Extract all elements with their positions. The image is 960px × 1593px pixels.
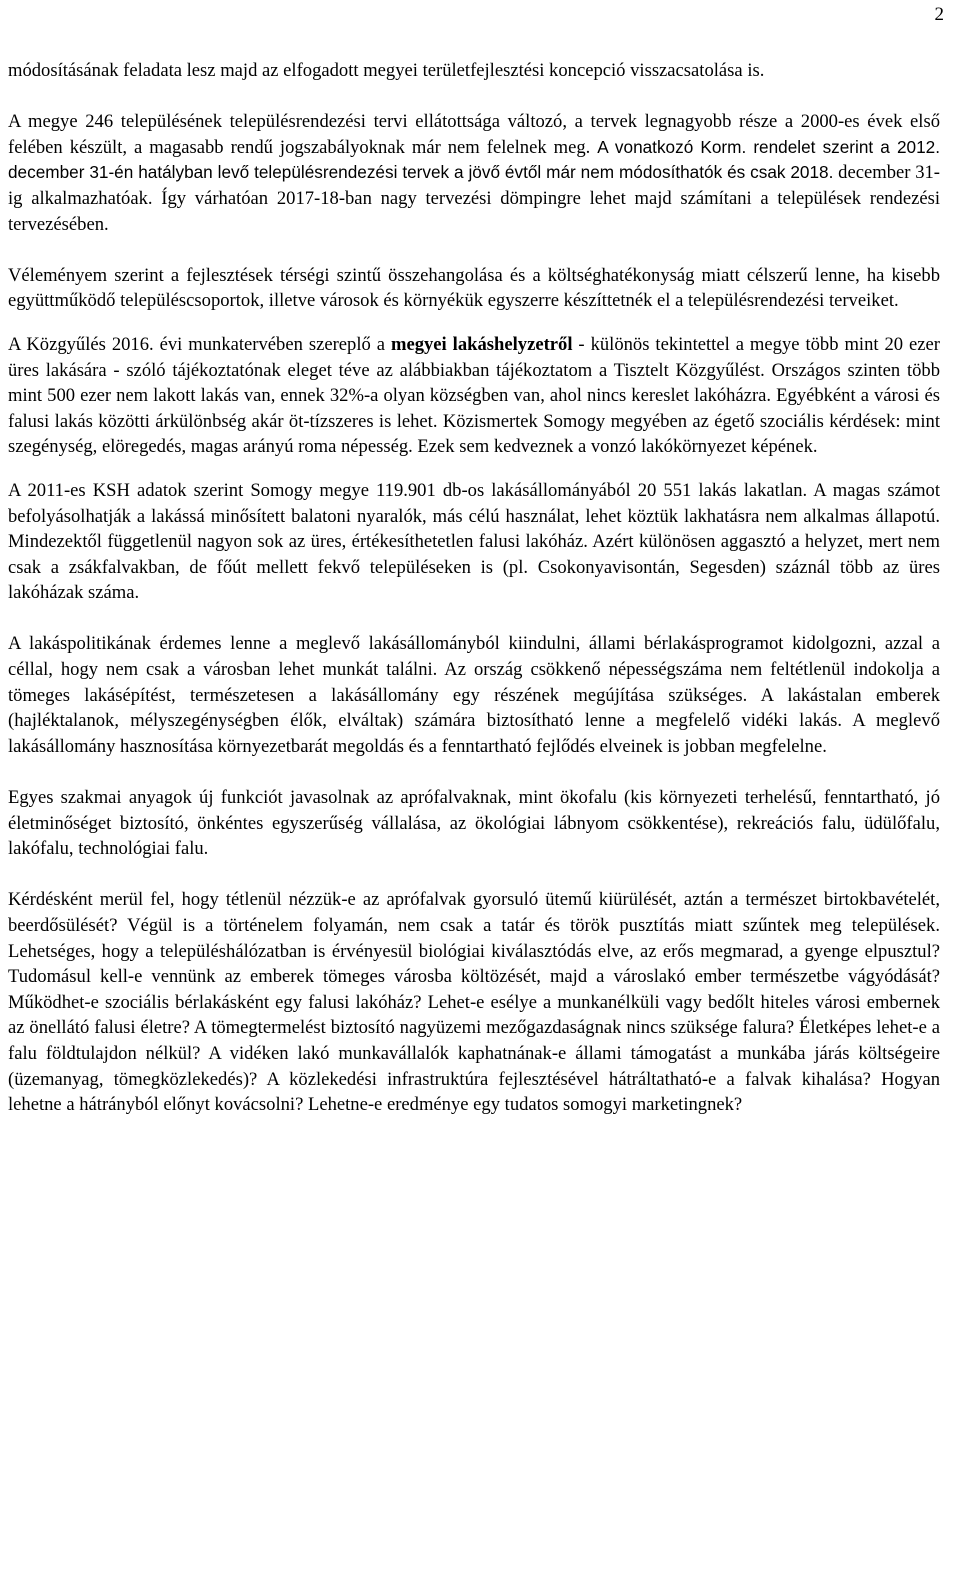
paragraph-text: A megye 246 településének településrendezési tervi ellátottsága változó, a tervek legnagyobb része a 2000-es évek első felében készült, a magasabb rendű jogszabályoknak már nem felelnek meg. [8,111,940,158]
paragraph-text: módosításának feladata lesz majd az elfogadott megyei területfejlesztési koncepció visszacsatolása is. [8,60,765,81]
paragraph-text: Egyes szakmai anyagok új funkciót javasolnak az aprófalvaknak, mint ökofalu (kis környezeti terhelésű, fenntartható, jó életminőséget biztosító, önkéntes egyszerűség vállalása, az ökológiai lábnyom csökkentése), rekreációs falu, üdülőfalu, lakófalu, technológiai falu. [8,787,940,860]
paragraph-text: A Közgyűlés 2016. évi munkatervében szereplő a [8,333,391,355]
paragraph-text-sans: A vonatkozó Korm. rendelet szerint a 2012. december 31-én hatályban levő településrendezési tervek a jövő évtől már nem módosíthatók és csak 2018. [8,136,940,183]
document-body [8,58,940,1118]
paragraph-text-bold: megyei lakáshelyzetről [390,333,573,355]
paragraph-text: A 2011-es KSH adatok szerint Somogy megye 119.901 db-os lakásállományából 20 551 lakás lakatlan. A magas számot befolyásolhatják a lakássá minősített balatoni nyaralók, más célú használat, lehet köztük lakhatásra nem alkalmas állapotú. Mindezektől függetlenül nagyon sok az üres, értékesíthetetlen falusi lakóház. Azért különösen aggasztó a helyzet, mert nem csak a zsákfalvakban, de főút mellett fekvő településeken is (pl. Csokonyavisontán, Segesden) száznál több az üres lakóházak száma. [8,479,940,604]
paragraph-text: A lakáspolitikának érdemes lenne a meglevő lakásállományból kiindulni, állami bérlakásprogramot kidolgozni, azzal a céllal, hogy nem csak a városban lehet munkát találni. Az ország csökkenő népességszáma nem feltétlenül indokolja a tömeges lakásépítést, természetesen a lakásállomány egy részének megújítása szükséges. A lakástalan emberek (hajléktalanok, mélyszegénységben élők, elváltak) számára biztosítható lenne a megfelelő vidéki lakás. A meglevő lakásállomány hasznosítása környezetbarát megoldás és a fenntartható fejlődés elveinek is jobban megfelelne. [8,633,940,757]
paragraph-4 [8,332,940,460]
paragraph-5 [8,478,940,606]
paragraph-text: Véleményem szerint a fejlesztések térségi szintű összehangolása és a költséghatékonyság miatt célszerű lenne, ha kisebb együttműködő településcsoportok, illetve városok és környékük egyszerre készíttetnék el a településrendezési terveiket. [8,264,940,312]
paragraph-1 [8,58,940,84]
page-number: 2 [934,4,944,25]
paragraph-text: december 31-ig alkalmazhatóak. Így várhatóan 2017-18-ban nagy tervezési dömpingre lehet majd számítani a települések rendezési tervezésében. [8,162,940,235]
paragraph-text: Kérdésként merül fel, hogy tétlenül nézzük-e az aprófalvak gyorsuló ütemű kiürülését, aztán a természet birtokbavételét, beerdősülését? Végül is a történelem folyamán, nem csak a tatár és török pusztítás miatt szűntek meg települések. Lehetséges, hogy a településhálózatban is érvényesül biológiai kiválasztódás elve, az erős megmarad, a gyenge elpusztul? Tudomásul kell-e vennünk az emberek tömeges városba költözését, majd a városlakó ember természetbe vágyódását? Működhet-e szociális bérlakásként egy falusi lakóház? Lehet-e esélye a munkanélküli vagy bedőlt hiteles városi embernek az önellátó falusi életre? A tömegtermelést biztosító nagyüzemi mezőgazdaságnak nincs szüksége falura? Életképes lehet-e a falu földtulajdon nélkül? A vidéken lakó munkavállalók kaphatnának-e állami támogatást a munkába járás költségeire (üzemanyag, tömegközlekedés)? A közlekedési infrastruktúra fejlesztésével hátráltatható-e a falvak kihalása? Hogyan lehetne a hátrányból előnyt kovácsolni? Lehetne-e eredménye egy tudatos somogyi marketingnek? [8,889,940,1116]
paragraph-8 [8,887,940,1117]
paragraph-text: - különös tekintettel a megye több mint 20 ezer üres lakására - szóló tájékoztatónak eleget téve az alábbiakban tájékoztatom a Tisztelt Közgyűlést. Országos szinten több mint 500 ezer nem lakott lakás van, ennek 32%-a olyan községben van, ahol nincs kereslet lakóházra. Egyébként a városi és falusi lakás közötti árkülönbség akár öt-tízszeres is lehet. Közismertek Somogy megyében az égető szociális kérdések: mint szegénység, elöregedés, magas arányú roma népesség. Ezek sem kedveznek a vonzó lakókörnyezet képének. [8,333,940,458]
paragraph-6 [8,631,940,759]
paragraph-2 [8,109,940,237]
paragraph-3 [8,263,940,314]
paragraph-7 [8,785,940,862]
